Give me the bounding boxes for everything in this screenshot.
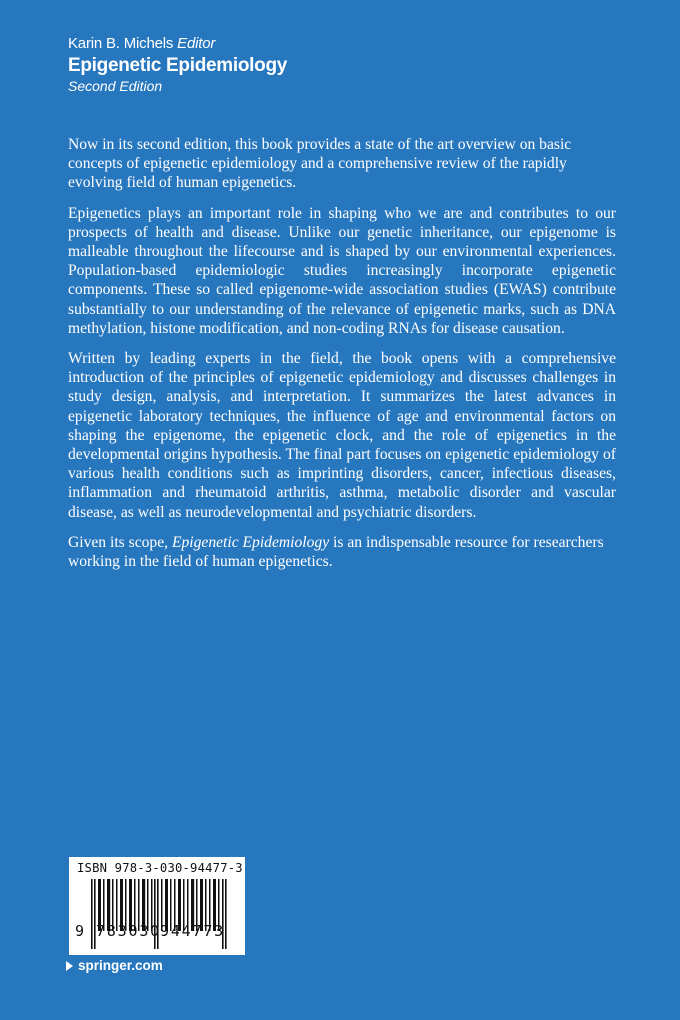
book-title: Epigenetic Epidemiology (68, 55, 288, 76)
blurb-p4-title: Epigenetic Epidemiology (171, 533, 330, 551)
isbn-barcode-box (69, 857, 245, 955)
barcode-right-digits: 944773 (160, 922, 225, 940)
blurb-paragraph-4 (68, 533, 616, 571)
blurb-paragraph-1: Now in its second edition, this book provides a state of the art overview on basic concepts of epigenetic epidemiology and a comprehensive review of the rapidly evolving field of human epigenetics. (68, 136, 572, 192)
edition-label: Second Edition (68, 78, 163, 94)
isbn-label: ISBN 978-3-030-94477-3 (77, 861, 243, 875)
barcode-left-digits: 783030 (96, 922, 161, 940)
back-cover-blurb (68, 135, 616, 582)
publisher-link[interactable] (66, 958, 163, 973)
editor-role: Editor (177, 35, 216, 52)
blurb-paragraph-3: Written by leading experts in the field, the book opens with a comprehensive introduction of the principles of epigenetic epidemiology and discusses challenges in study design, analysis, and interpretation. It summarizes the latest advances in epigenetic laboratory techniques, the influence of age and environmental factors on shaping the epigenome, the epigenetic clock, and the role of epigenetics in the developmental origins hypothesis. The final part focuses on epigenetic epidemiology of various health conditions such as imprinting disorders, cancer, infectious diseases, inflammation and rheumatoid arthritis, asthma, metabolic disorder and vascular disease, as well as neurodevelopmental and psychiatric disorders. (68, 350, 616, 521)
blurb-paragraph-2: Epigenetics plays an important role in shaping who we are and contributes to our prospects of health and disease. Unlike our genetic inheritance, our epigenome is malleable throughout the lifecourse and is shaped by our environmental experiences. Population-based epidemiologic studies increasingly incorporate epigenetic components. These so called epigenome-wide association studies (EWAS) contribute substantially to our understanding of the relevance of epigenetic marks, such as DNA methylation, histone modification, and non-coding RNAs for disease causation. (68, 204, 616, 337)
blurb-p4-prefix: Given its scope, (68, 533, 172, 551)
barcode-icon (81, 879, 239, 951)
barcode-lead-digit: 9 (75, 922, 85, 940)
blurb-p4-suffix: is an indispensable resource for researchers working in the field of human epigenetics. (68, 533, 604, 571)
cover-header (68, 34, 287, 95)
play-arrow-icon (66, 961, 73, 971)
editor-name: Karin B. Michels (68, 35, 174, 52)
editor-line (68, 34, 287, 53)
publisher-url: springer.com (78, 958, 163, 973)
